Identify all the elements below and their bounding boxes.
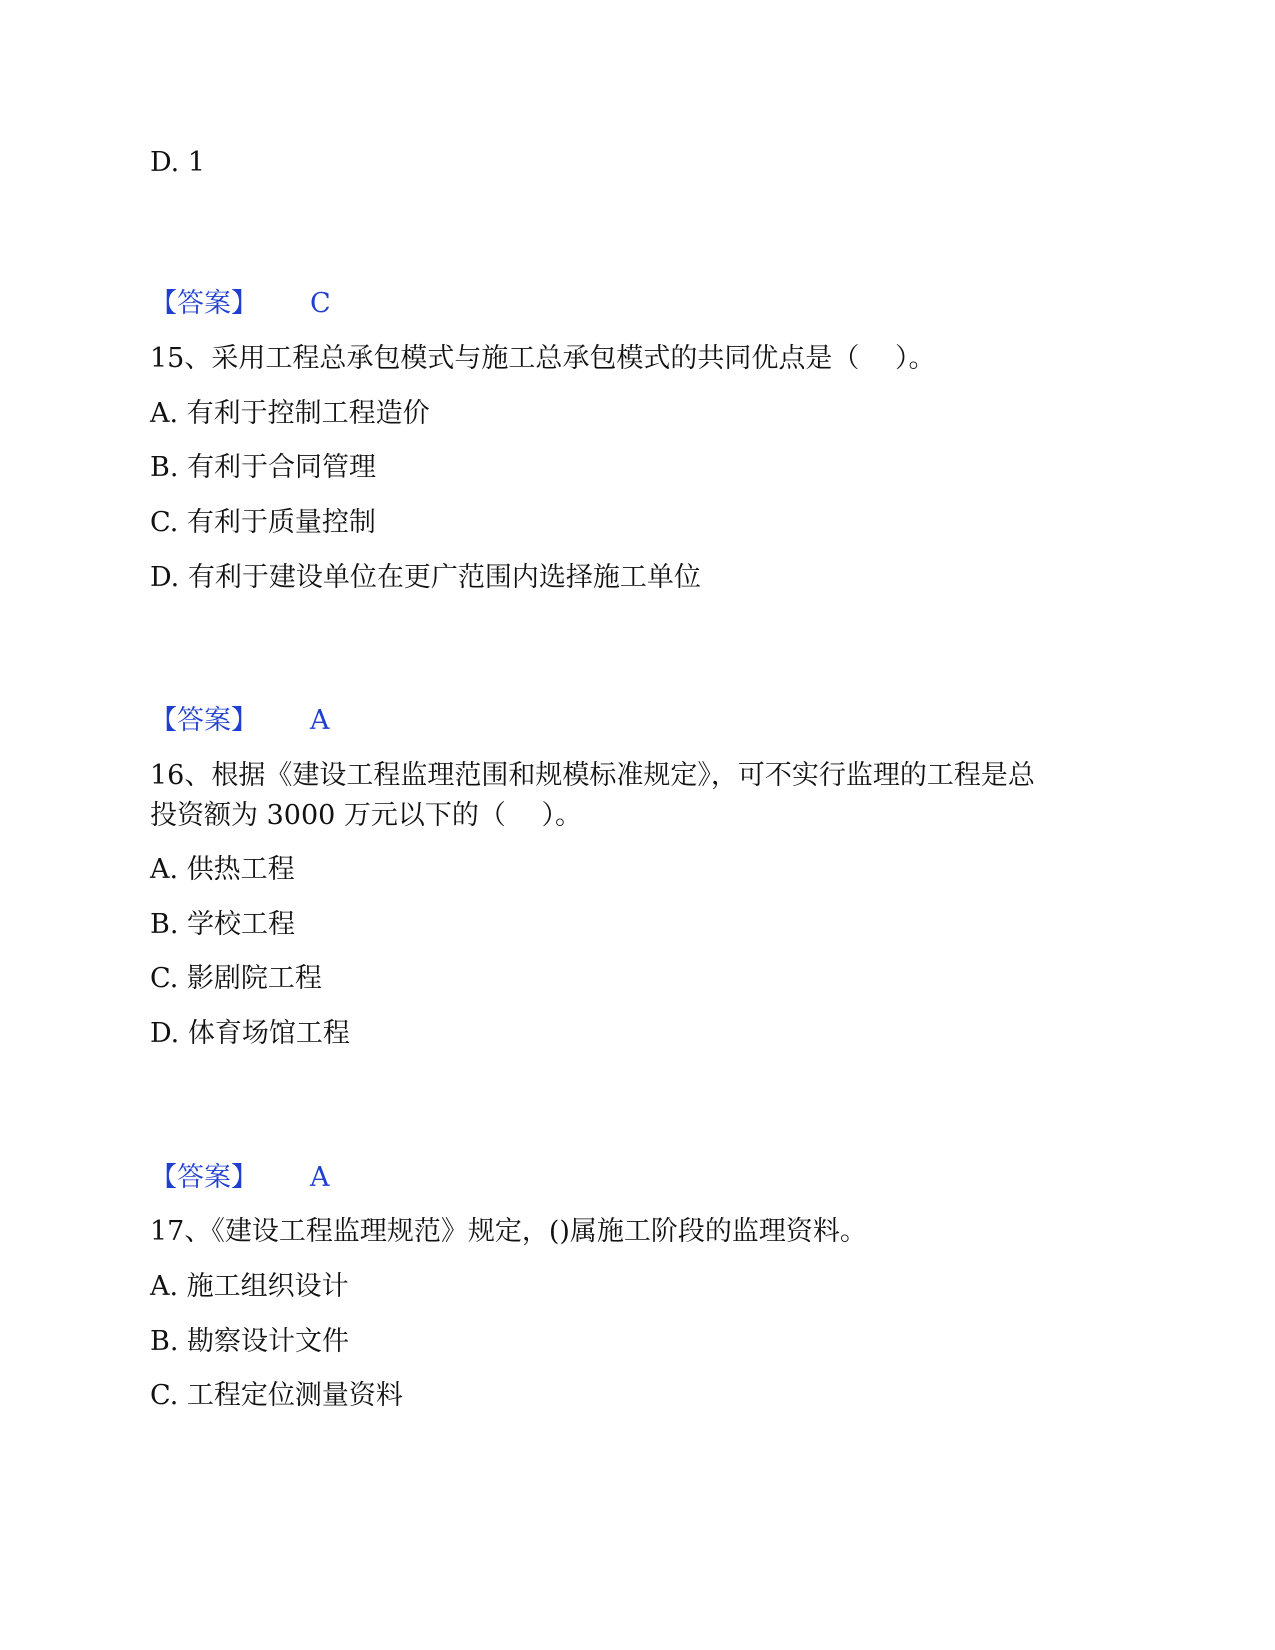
q16-option-c: C. 影剧院工程 <box>150 963 322 994</box>
answer-value: A <box>310 1162 330 1193</box>
q15-option-a: A. 有利于控制工程造价 <box>150 398 430 429</box>
answer-value: A <box>310 705 330 736</box>
q15-option-c: C. 有利于质量控制 <box>150 507 376 538</box>
q17-stem: 17、《建设工程监理规范》规定，()属施工阶段的监理资料。 <box>150 1216 867 1247</box>
q16-option-a: A. 供热工程 <box>150 854 295 885</box>
q14-option-d: D. 1 <box>150 147 206 178</box>
q16-option-b: B. 学校工程 <box>150 909 296 940</box>
q15-stem: 15、采用工程总承包模式与施工总承包模式的共同优点是（ ）。 <box>150 343 936 374</box>
answer-label: 【答案】 <box>150 1162 258 1193</box>
answer-label: 【答案】 <box>150 705 258 736</box>
q17-option-a: A. 施工组织设计 <box>150 1271 349 1302</box>
q16-stem-line2: 投资额为 3000 万元以下的（ ）。 <box>150 800 582 831</box>
answer-value: C <box>310 288 331 319</box>
q14-answer-row <box>150 286 331 322</box>
q15-option-b: B. 有利于合同管理 <box>150 452 377 483</box>
q17-option-b: B. 勘察设计文件 <box>150 1326 350 1357</box>
q16-answer-row <box>150 1160 330 1196</box>
q15-answer-row <box>150 703 330 739</box>
q17-option-c: C. 工程定位测量资料 <box>150 1380 403 1411</box>
q16-option-d: D. 体育场馆工程 <box>150 1018 350 1049</box>
q16-stem-line1: 16、根据《建设工程监理范围和规模标准规定》，可不实行监理的工程是总 <box>150 760 1035 791</box>
q15-option-d: D. 有利于建设单位在更广范围内选择施工单位 <box>150 562 701 593</box>
answer-label: 【答案】 <box>150 288 258 319</box>
